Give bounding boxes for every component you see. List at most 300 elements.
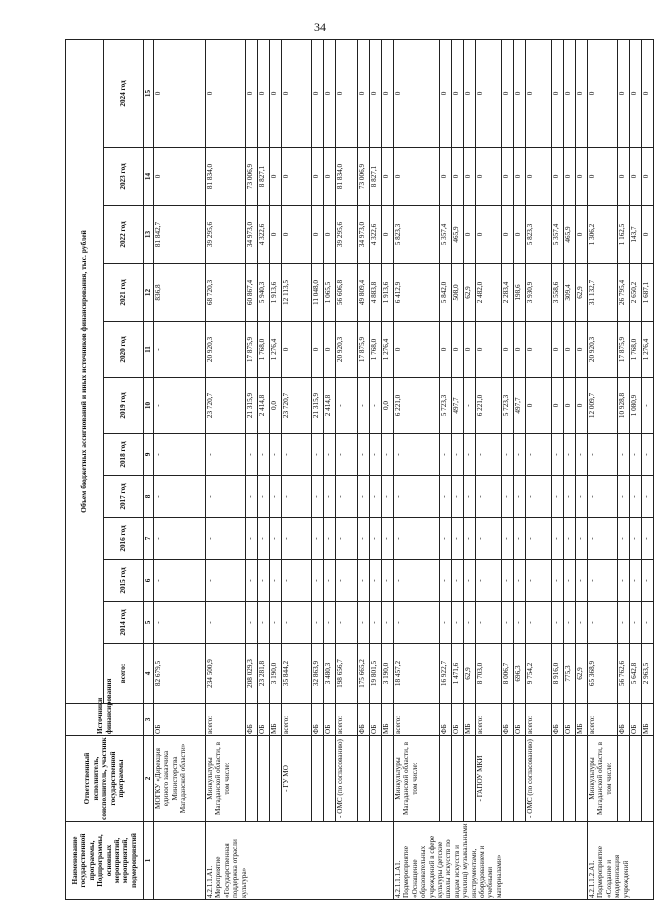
year-value-cell: 198,6 [514, 264, 526, 322]
year-value-cell: - [618, 602, 630, 644]
year-value-cell: 6 221,0 [394, 378, 440, 434]
year-value-cell: - [382, 518, 394, 560]
year-value-cell: - [642, 518, 654, 560]
year-value-cell: - [258, 518, 270, 560]
year-value-cell: - [642, 434, 654, 476]
year-value-cell: - [270, 518, 282, 560]
year-header: 2014 год [104, 602, 144, 644]
col-number: 8 [144, 476, 154, 518]
year-value-cell: - [370, 602, 382, 644]
executor-cell [552, 736, 564, 822]
table-row [270, 40, 282, 900]
year-value-cell: - [552, 518, 564, 560]
year-value-cell: 0 [382, 206, 394, 264]
table-row [382, 40, 394, 900]
year-value-cell: - [440, 518, 452, 560]
year-value-cell: 1 162,5 [618, 206, 630, 264]
year-value-cell: - [642, 476, 654, 518]
year-value-cell: - [642, 602, 654, 644]
source-cell: МБ [642, 704, 654, 736]
year-value-cell: - [336, 378, 358, 434]
source-cell: ФБ [358, 704, 370, 736]
measure-name-cell: 4.2.1.1.1.А1. Подмероприятие «Оснащение образовательных учреждений в сфере культуры (детские школы искусств по видам искусств и училищ) музыкальными инструментами, оборудованием и учебными материалами» [394, 822, 588, 900]
year-value-cell: - [564, 518, 576, 560]
year-value-cell: - [270, 602, 282, 644]
col-number: 12 [144, 264, 154, 322]
table-row [246, 40, 258, 900]
total-value-cell: 32 863,9 [312, 644, 324, 704]
year-value-cell: - [270, 434, 282, 476]
year-value-cell: - [258, 434, 270, 476]
year-value-cell: 39 295,6 [336, 206, 358, 264]
year-value-cell: 0 [206, 40, 246, 148]
source-cell: ОБ [370, 704, 382, 736]
year-value-cell: 0 [476, 322, 502, 378]
year-value-cell: 0 [552, 378, 564, 434]
year-value-cell: 11 048,0 [312, 264, 324, 322]
year-value-cell: - [564, 602, 576, 644]
year-value-cell: - [154, 602, 206, 644]
year-value-cell: 0 [476, 148, 502, 206]
year-value-cell: 309,4 [564, 264, 576, 322]
source-cell: ФБ [618, 704, 630, 736]
year-value-cell: - [324, 518, 336, 560]
source-cell: МБ [382, 704, 394, 736]
year-value-cell: - [370, 560, 382, 602]
year-value-cell: 0 [270, 40, 282, 148]
year-value-cell: - [358, 434, 370, 476]
year-value-cell: - [452, 434, 464, 476]
year-value-cell: 0 [502, 40, 514, 148]
measure-name-cell [154, 822, 206, 900]
year-value-cell: 0 [282, 206, 312, 264]
source-cell: всего: [394, 704, 440, 736]
year-value-cell: 465,9 [452, 206, 464, 264]
year-value-cell: - [564, 476, 576, 518]
table-row [464, 40, 476, 900]
executor-cell [618, 736, 630, 822]
year-value-cell: - [502, 518, 514, 560]
year-value-cell: - [502, 602, 514, 644]
year-value-cell: 0 [464, 322, 476, 378]
year-value-cell: 0 [514, 322, 526, 378]
total-value-cell: 696,3 [514, 644, 526, 704]
source-cell: ФБ [312, 704, 324, 736]
col-number: 9 [144, 434, 154, 476]
year-value-cell: 0 [282, 322, 312, 378]
executor-cell [452, 736, 464, 822]
source-cell: всего: [206, 704, 246, 736]
year-value-cell: - [282, 518, 312, 560]
year-header: 2016 год [104, 518, 144, 560]
year-value-cell: - [394, 518, 440, 560]
total-value-cell: 62,9 [464, 644, 476, 704]
year-header: 2022 год [104, 206, 144, 264]
year-value-cell: 5 823,3 [526, 206, 552, 264]
year-value-cell: - [382, 476, 394, 518]
year-value-cell: 0 [476, 206, 502, 264]
year-value-cell: - [502, 560, 514, 602]
year-value-cell: - [476, 560, 502, 602]
col-number: 11 [144, 322, 154, 378]
source-cell: всего: [588, 704, 618, 736]
year-value-cell: 5 357,4 [552, 206, 564, 264]
year-value-cell: - [382, 560, 394, 602]
year-value-cell: 497,7 [514, 378, 526, 434]
executor-cell: - ОМС (по согласованию) [526, 736, 552, 822]
year-value-cell: - [440, 434, 452, 476]
year-value-cell: - [526, 476, 552, 518]
year-value-cell: 0 [618, 40, 630, 148]
year-header: 2024 год [104, 40, 144, 148]
year-value-cell: - [618, 560, 630, 602]
year-value-cell: 26 795,4 [618, 264, 630, 322]
year-value-cell: - [154, 378, 206, 434]
year-value-cell: 0 [476, 40, 502, 148]
year-value-cell: 21 315,9 [312, 378, 324, 434]
year-value-cell: 1 913,6 [382, 264, 394, 322]
year-value-cell: - [502, 476, 514, 518]
year-value-cell: - [258, 560, 270, 602]
table-row [476, 40, 502, 900]
measure-name-cell: 4.2.1.1.2.А1. Подмероприятие «Создание и модернизация учреждений [588, 822, 654, 900]
table-row [526, 40, 552, 900]
year-value-cell: - [642, 560, 654, 602]
table-row [514, 40, 526, 900]
col-number: 4 [144, 644, 154, 704]
year-value-cell: - [502, 434, 514, 476]
year-value-cell: - [552, 560, 564, 602]
year-value-cell: 62,9 [464, 264, 476, 322]
table-row [154, 40, 206, 900]
year-value-cell: - [452, 476, 464, 518]
source-cell: ОБ [452, 704, 464, 736]
year-value-cell: - [514, 434, 526, 476]
year-value-cell: 0 [564, 148, 576, 206]
year-value-cell: 8 827,1 [370, 148, 382, 206]
year-value-cell: 0 [514, 148, 526, 206]
total-value-cell: 19 801,5 [370, 644, 382, 704]
year-value-cell: - [270, 476, 282, 518]
total-value-cell: 35 844,2 [282, 644, 312, 704]
year-value-cell: - [206, 602, 246, 644]
year-value-cell: - [440, 560, 452, 602]
year-value-cell: 0 [258, 40, 270, 148]
year-value-cell: - [630, 434, 642, 476]
year-value-cell: 34 973,0 [246, 206, 258, 264]
year-value-cell: - [394, 560, 440, 602]
year-value-cell: - [464, 434, 476, 476]
year-value-cell: 1 306,2 [588, 206, 618, 264]
year-value-cell: 0 [642, 148, 654, 206]
year-value-cell: - [358, 602, 370, 644]
year-value-cell: - [206, 560, 246, 602]
year-value-cell: - [206, 518, 246, 560]
year-value-cell: 0 [576, 40, 588, 148]
year-value-cell: 0 [514, 206, 526, 264]
year-value-cell: - [576, 518, 588, 560]
source-cell: всего: [526, 704, 552, 736]
year-value-cell: 62,9 [576, 264, 588, 322]
total-value-cell: 16 922,7 [440, 644, 452, 704]
year-value-cell: 0 [526, 378, 552, 434]
year-value-cell: 0 [324, 322, 336, 378]
year-value-cell: 0 [552, 148, 564, 206]
year-value-cell: - [282, 602, 312, 644]
year-value-cell: 73 006,9 [246, 148, 258, 206]
year-value-cell: 0 [588, 148, 618, 206]
executor-cell [370, 736, 382, 822]
col-number: 3 [144, 704, 154, 736]
year-value-cell: 0 [642, 40, 654, 148]
source-cell: ФБ [440, 704, 452, 736]
year-value-cell: 0 [324, 206, 336, 264]
year-value-cell: 0 [324, 40, 336, 148]
year-value-cell: 0 [440, 148, 452, 206]
source-cell: всего: [282, 704, 312, 736]
year-value-cell: 0 [526, 322, 552, 378]
year-value-cell: - [324, 560, 336, 602]
year-value-cell: - [246, 602, 258, 644]
total-header: всего: [104, 644, 144, 704]
year-header: 2018 год [104, 434, 144, 476]
year-value-cell: 81 834,0 [206, 148, 246, 206]
year-header: 2023 год [104, 148, 144, 206]
year-value-cell: 60 867,4 [246, 264, 258, 322]
year-value-cell: 0 [452, 322, 464, 378]
source-cell: всего: [476, 704, 502, 736]
col-src-header: Источники финансирования [66, 704, 144, 736]
col-name-header: Наименование государственной программы, Подпрограммы, основных мероприятий, мероприятий, подмероприятий [66, 822, 144, 900]
source-cell: ОБ [258, 704, 270, 736]
year-value-cell: 23 720,7 [206, 378, 246, 434]
year-value-cell: 0 [564, 322, 576, 378]
year-value-cell: 4 322,6 [258, 206, 270, 264]
year-value-cell: 8 827,1 [258, 148, 270, 206]
table-row [324, 40, 336, 900]
year-value-cell: - [526, 602, 552, 644]
year-value-cell: 0 [282, 148, 312, 206]
year-value-cell: - [324, 476, 336, 518]
year-value-cell: - [476, 602, 502, 644]
year-value-cell: 1 065,5 [324, 264, 336, 322]
source-cell: всего: [336, 704, 358, 736]
total-value-cell: 198 656,7 [336, 644, 358, 704]
rotated-table-container [65, 40, 650, 900]
measure-name-cell: 4.2.1.1.А1. Мероприятие «Государственная поддержка отрасли культура» [206, 822, 394, 900]
source-cell: ОБ [630, 704, 642, 736]
year-value-cell: 0 [552, 40, 564, 148]
year-header: 2019 год [104, 378, 144, 434]
year-value-cell: 6 412,9 [394, 264, 440, 322]
year-value-cell: - [464, 378, 476, 434]
source-cell: ФБ [246, 704, 258, 736]
year-value-cell: 0 [576, 378, 588, 434]
total-value-cell: 8 006,7 [502, 644, 514, 704]
year-value-cell: 5 723,3 [440, 378, 452, 434]
year-value-cell: 2 283,4 [502, 264, 514, 322]
source-cell: ОБ [324, 704, 336, 736]
executor-cell [564, 736, 576, 822]
year-value-cell: - [564, 434, 576, 476]
year-value-cell: 1 768,0 [370, 322, 382, 378]
source-cell: ОБ [514, 704, 526, 736]
year-value-cell: - [358, 378, 370, 434]
year-value-cell: 0 [630, 40, 642, 148]
table-row [312, 40, 324, 900]
executor-cell [246, 736, 258, 822]
year-value-cell: 0 [358, 40, 370, 148]
year-value-cell: 68 720,3 [206, 264, 246, 322]
executor-cell [576, 736, 588, 822]
year-value-cell: - [336, 434, 358, 476]
year-value-cell: 0 [452, 40, 464, 148]
year-value-cell: 2 414,8 [258, 378, 270, 434]
year-value-cell: - [576, 602, 588, 644]
year-value-cell: 0 [394, 148, 440, 206]
year-value-cell: - [336, 476, 358, 518]
year-value-cell: 0 [246, 40, 258, 148]
executor-cell: Минкультуры Магаданской области, в том числе: [206, 736, 246, 822]
year-value-cell: 0 [576, 148, 588, 206]
year-value-cell: - [324, 602, 336, 644]
year-value-cell: 17 875,9 [618, 322, 630, 378]
year-value-cell: - [246, 560, 258, 602]
year-value-cell: - [246, 476, 258, 518]
year-value-cell: 0 [564, 378, 576, 434]
year-value-cell: - [514, 518, 526, 560]
year-value-cell: 4 883,8 [370, 264, 382, 322]
col-number: 1 [144, 822, 154, 900]
table-row [618, 40, 630, 900]
total-value-cell: 208 029,3 [246, 644, 258, 704]
executor-cell: - ГУ МО [282, 736, 312, 822]
year-value-cell: - [526, 434, 552, 476]
year-value-cell: 0 [630, 148, 642, 206]
year-value-cell: - [358, 476, 370, 518]
year-value-cell: 836,8 [154, 264, 206, 322]
year-value-cell: - [336, 518, 358, 560]
executor-cell [324, 736, 336, 822]
year-value-cell: 0 [336, 40, 358, 148]
year-value-cell: 2 650,2 [630, 264, 642, 322]
year-value-cell: - [258, 602, 270, 644]
year-value-cell: 81 834,0 [336, 148, 358, 206]
executor-cell: МОГКУ «Дирекция единого заказчика Министерства Магаданской области» [154, 736, 206, 822]
year-value-cell: - [154, 434, 206, 476]
year-value-cell: - [312, 434, 324, 476]
year-value-cell: - [642, 378, 654, 434]
year-value-cell: 0 [526, 40, 552, 148]
year-value-cell: - [452, 518, 464, 560]
total-value-cell: 1 471,6 [452, 644, 464, 704]
budget-table [65, 39, 654, 900]
year-value-cell: 39 295,6 [206, 206, 246, 264]
year-value-cell: - [588, 602, 618, 644]
col-number: 10 [144, 378, 154, 434]
year-value-cell: - [526, 518, 552, 560]
source-cell: ОБ [564, 704, 576, 736]
year-header: 2017 год [104, 476, 144, 518]
total-value-cell: 18 457,2 [394, 644, 440, 704]
year-value-cell: - [588, 518, 618, 560]
table-row [588, 40, 618, 900]
col-number: 15 [144, 40, 154, 148]
total-value-cell: 9 754,2 [526, 644, 552, 704]
year-value-cell: 1 768,0 [258, 322, 270, 378]
year-value-cell: - [282, 434, 312, 476]
year-value-cell: - [464, 476, 476, 518]
year-value-cell: 5 823,3 [394, 206, 440, 264]
total-value-cell: 3 480,3 [324, 644, 336, 704]
year-value-cell: 2 482,0 [476, 264, 502, 322]
source-cell: МБ [576, 704, 588, 736]
year-value-cell: 2 414,8 [324, 378, 336, 434]
year-value-cell: 23 720,7 [282, 378, 312, 434]
year-value-cell: - [370, 476, 382, 518]
source-cell: ОБ [154, 704, 206, 736]
year-value-cell: - [370, 378, 382, 434]
year-value-cell: 0 [452, 148, 464, 206]
year-value-cell: - [154, 518, 206, 560]
year-value-cell: 20 920,3 [336, 322, 358, 378]
table-row [394, 40, 440, 900]
year-header: 2015 год [104, 560, 144, 602]
year-value-cell: - [282, 476, 312, 518]
year-value-cell: - [312, 518, 324, 560]
table-row [552, 40, 564, 900]
year-value-cell: - [382, 434, 394, 476]
table-body [154, 40, 654, 900]
total-value-cell: 3 190,0 [382, 644, 394, 704]
year-value-cell: 17 875,9 [246, 322, 258, 378]
table-row [282, 40, 312, 900]
total-value-cell: 65 368,9 [588, 644, 618, 704]
year-value-cell: - [526, 560, 552, 602]
year-value-cell: - [358, 560, 370, 602]
executor-cell [312, 736, 324, 822]
year-value-cell: 0 [324, 148, 336, 206]
total-value-cell: 775,3 [564, 644, 576, 704]
col-number: 7 [144, 518, 154, 560]
year-value-cell: - [206, 434, 246, 476]
year-value-cell: 49 809,4 [358, 264, 370, 322]
year-value-cell: 0 [564, 40, 576, 148]
year-value-cell: - [282, 560, 312, 602]
year-value-cell: 0 [618, 148, 630, 206]
year-value-cell: - [440, 602, 452, 644]
year-value-cell: 0 [270, 148, 282, 206]
year-value-cell: 0 [312, 148, 324, 206]
total-value-cell: 82 679,5 [154, 644, 206, 704]
year-value-cell: - [630, 518, 642, 560]
year-value-cell: 0 [464, 148, 476, 206]
total-value-cell: 62,9 [576, 644, 588, 704]
year-value-cell: - [476, 476, 502, 518]
year-value-cell: - [630, 602, 642, 644]
year-value-cell: - [394, 476, 440, 518]
year-value-cell: 4 322,6 [370, 206, 382, 264]
year-value-cell: - [246, 518, 258, 560]
table-row [336, 40, 358, 900]
executor-cell [514, 736, 526, 822]
table-row [502, 40, 514, 900]
year-value-cell: - [394, 602, 440, 644]
col-number: 13 [144, 206, 154, 264]
year-value-cell: 34 973,0 [358, 206, 370, 264]
year-value-cell: 1 913,6 [270, 264, 282, 322]
table-row [642, 40, 654, 900]
